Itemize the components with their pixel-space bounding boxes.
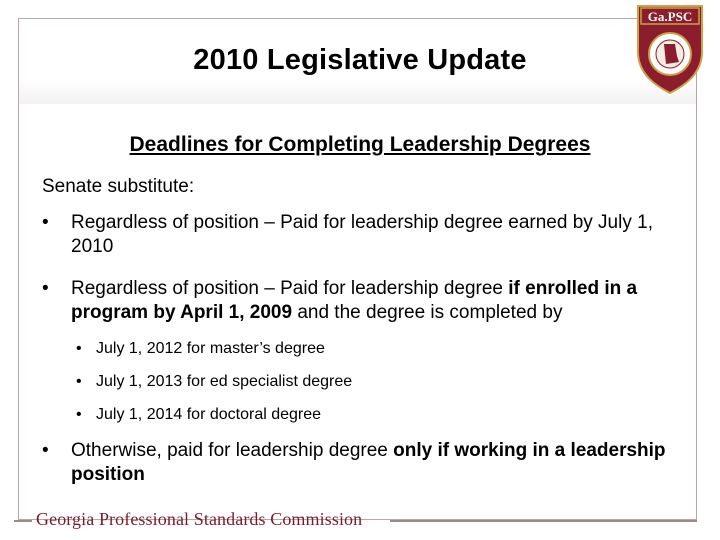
bullet-item <box>42 439 699 487</box>
sub-bullet-marker: • <box>76 340 82 357</box>
bullet-marker: • <box>42 278 49 299</box>
sub-bullet-marker: • <box>76 406 82 423</box>
sub-bullet-item <box>76 372 352 392</box>
bullet-text-part: and the degree is completed by <box>292 302 563 323</box>
ga-psc-shield-logo-icon <box>636 4 704 94</box>
bullet-text <box>71 439 699 487</box>
footer-text: Georgia Professional Standards Commission <box>36 509 363 529</box>
bullet-text-part: Otherwise, paid for leadership degree <box>71 440 394 461</box>
sub-bullet-text: July 1, 2014 for doctoral degree <box>96 406 322 423</box>
bullet-text: Regardless of position – Paid for leadership degree earned by July 1, 2010 <box>71 212 653 257</box>
bullet-text <box>71 277 699 325</box>
sub-bullet-marker: • <box>76 373 82 390</box>
bullet-item <box>42 211 699 259</box>
bullet-text-bold: if enrolled in a program by April 1, 2009 <box>71 278 638 323</box>
bullet-marker: • <box>42 440 49 461</box>
bullet-item <box>42 277 699 325</box>
logo-text: Ga.PSC <box>647 9 693 24</box>
footer-rule-right <box>390 520 697 522</box>
slide-title: 2010 Legislative Update <box>193 44 527 76</box>
bullet-marker: • <box>42 212 49 233</box>
sub-bullet-text: July 1, 2012 for master’s degree <box>96 340 325 357</box>
sub-bullet-item <box>76 339 325 359</box>
section-heading: Deadlines for Completing Leadership Degrees <box>129 133 591 156</box>
bullet-text-part: Regardless of position – Paid for leadership degree <box>71 278 509 299</box>
sub-bullet-item <box>76 405 321 425</box>
sub-bullet-text: July 1, 2013 for ed specialist degree <box>96 373 353 390</box>
bullet-text-bold: only if working in a leadership position <box>71 440 666 485</box>
footer-rule-left <box>14 520 32 522</box>
intro-text: Senate substitute: <box>42 176 195 197</box>
